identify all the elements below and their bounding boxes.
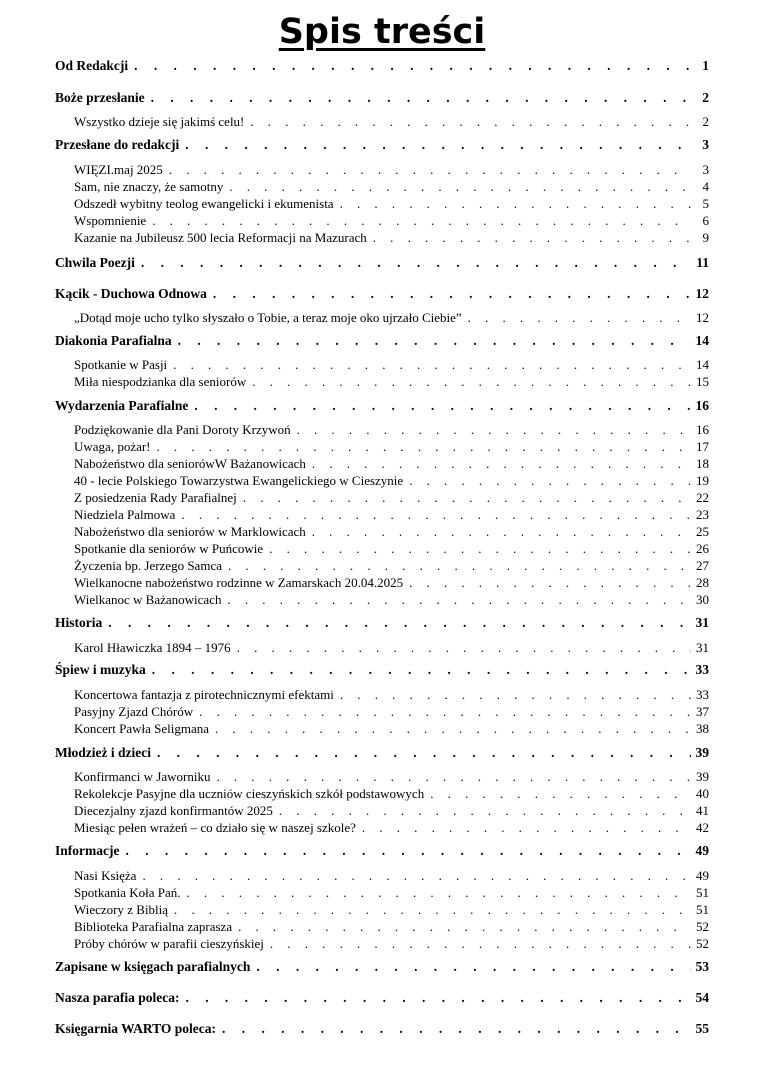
toc-entry-label: Wydarzenia Parafialne: [55, 398, 189, 413]
dot-leader: [216, 769, 691, 785]
toc-entry-label: Uwaga, pożar!: [74, 439, 151, 454]
dot-leader: [169, 162, 692, 178]
dot-leader: [213, 286, 691, 302]
dot-leader: [279, 803, 691, 819]
dot-leader: [157, 439, 691, 455]
toc-item-row[interactable]: [0, 310, 764, 328]
dot-leader: [237, 640, 691, 656]
toc-page-number: 19: [696, 473, 709, 488]
toc-entry-label: Informacje: [55, 843, 120, 858]
toc-item-row[interactable]: [0, 769, 764, 787]
dot-leader: [187, 885, 691, 901]
toc-entry-label: Miesiąc pełen wrażeń – co działo się w naszej szkole?: [74, 820, 356, 835]
toc-page-number: 52: [696, 936, 709, 951]
toc-entry-label: Diecezjalny zjazd konfirmantów 2025: [74, 803, 273, 818]
toc-entry-label: Spotkanie dla seniorów w Puńcowie: [74, 541, 264, 556]
dot-leader: [468, 310, 691, 326]
toc-page-number: 2: [702, 90, 709, 105]
toc-item-row[interactable]: [0, 179, 764, 197]
toc-page-number: 22: [696, 490, 709, 505]
toc-item-row[interactable]: [0, 490, 764, 508]
toc-entry-label: Od Redakcji: [55, 58, 129, 73]
toc-page-number: 23: [696, 507, 709, 522]
toc-page-number: 53: [695, 959, 709, 974]
toc-section-row[interactable]: [0, 333, 764, 351]
toc-page-number: 31: [695, 615, 709, 630]
toc-page-number: 3: [702, 162, 709, 177]
toc-item-row[interactable]: [0, 456, 764, 474]
toc-entry-label: Wszystko dzieje się jakimś celu!: [74, 114, 245, 129]
toc-entry-label: Zapisane w księgach parafialnych: [55, 959, 251, 974]
toc-page-number: 14: [695, 333, 709, 348]
toc-item-row[interactable]: [0, 473, 764, 491]
dot-leader: [238, 919, 691, 935]
toc-item-row[interactable]: [0, 786, 764, 804]
dot-leader: [194, 398, 690, 414]
toc-entry-label: Spotkania Koła Pań.: [74, 885, 181, 900]
toc-page-number: 2: [702, 114, 709, 129]
toc-item-row[interactable]: [0, 162, 764, 180]
toc-page-number: 41: [696, 803, 709, 818]
toc-entry-label: Księgarnia WARTO poleca:: [55, 1021, 217, 1036]
toc-page-number: 51: [696, 902, 709, 917]
toc-entry-label: Próby chórów w parafii cieszyńskiej: [74, 936, 264, 951]
toc-item-row[interactable]: [0, 936, 764, 954]
dot-leader: [243, 490, 691, 506]
dot-leader: [373, 230, 692, 246]
toc-page-number: 39: [695, 745, 709, 760]
dot-leader: [174, 902, 691, 918]
toc-entry-label: Wielkanocne nabożeństwo rodzinne w Zamarskach 20.04.2025: [74, 575, 404, 590]
dot-leader: [152, 662, 691, 678]
dot-leader: [270, 936, 691, 952]
toc-entry-label: Nasza parafia poleca:: [55, 990, 180, 1005]
toc-entry-label: Chwila Poezji: [55, 255, 135, 270]
toc-item-row[interactable]: [0, 721, 764, 739]
toc-entry-label: Kazanie na Jubileusz 500 lecia Reformacji na Mazurach: [74, 230, 367, 245]
toc-section-row[interactable]: [0, 959, 764, 977]
toc-entry-label: Przesłane do redakcji: [55, 137, 180, 152]
dot-leader: [409, 473, 691, 489]
toc-page-number: 28: [696, 575, 709, 590]
dot-leader: [151, 90, 692, 106]
toc-item-row[interactable]: [0, 507, 764, 525]
dot-leader: [340, 196, 692, 212]
toc-entry-label: Śpiew i muzyka: [55, 662, 146, 677]
toc-entry-label: Wielkanoc w Bażanowicach: [74, 592, 222, 607]
toc-entry-label: Młodzież i dzieci: [55, 745, 151, 760]
toc-entry-label: Koncertowa fantazja z pirotechnicznymi efektami: [74, 687, 334, 702]
toc-page-number: 9: [702, 230, 709, 245]
toc-item-row[interactable]: [0, 114, 764, 132]
toc-entry-label: Miła niespodzianka dla seniorów: [74, 374, 247, 389]
toc-entry-label: Historia: [55, 615, 103, 630]
dot-leader: [134, 58, 692, 74]
toc-entry-label: Karol Hławiczka 1894 – 1976: [74, 640, 231, 655]
toc-page-number: 33: [696, 687, 709, 702]
toc-page-number: 37: [696, 704, 709, 719]
toc-item-row[interactable]: [0, 919, 764, 937]
toc-entry-label: Podziękowanie dla Pani Doroty Krzywoń: [74, 422, 291, 437]
toc-item-row[interactable]: [0, 687, 764, 705]
toc-page-number: 49: [695, 843, 709, 858]
dot-leader: [181, 507, 691, 523]
toc-section-row[interactable]: [0, 745, 764, 763]
toc-entry-label: WIĘZI.maj 2025: [74, 162, 163, 177]
toc-section-row[interactable]: [0, 286, 764, 304]
toc-entry-label: Sam, nie znaczy, że samotny: [74, 179, 224, 194]
page-title: Spis treści: [278, 12, 486, 52]
toc-item-row[interactable]: [0, 868, 764, 886]
toc-entry-label: Kącik - Duchowa Odnowa: [55, 286, 207, 301]
toc-item-row[interactable]: [0, 357, 764, 375]
toc-page-number: 18: [696, 456, 709, 471]
dot-leader: [228, 558, 691, 574]
toc-page-number: 30: [696, 592, 709, 607]
toc-entry-label: Wspomnienie: [74, 213, 147, 228]
toc-item-row[interactable]: [0, 902, 764, 920]
dot-leader: [362, 820, 691, 836]
dot-leader: [222, 1021, 690, 1037]
toc-item-row[interactable]: [0, 213, 764, 231]
dot-leader: [152, 213, 692, 229]
toc-page-number: 15: [696, 374, 709, 389]
toc-page-number: 11: [696, 255, 709, 270]
dot-leader: [256, 959, 690, 975]
dot-leader: [178, 333, 691, 349]
toc-item-row[interactable]: [0, 558, 764, 576]
dot-leader: [157, 745, 691, 761]
toc-page-number: 6: [702, 213, 709, 228]
toc-page-number: 16: [695, 398, 709, 413]
toc-entry-label: Konfirmanci w Jaworniku: [74, 769, 211, 784]
dot-leader: [229, 179, 692, 195]
toc-item-row[interactable]: [0, 704, 764, 722]
dot-leader: [199, 704, 691, 720]
toc-item-row[interactable]: [0, 374, 764, 392]
toc-entry-label: Nabożeństwo dla seniorówW Bażanowicach: [74, 456, 306, 471]
toc-item-row[interactable]: [0, 820, 764, 838]
toc-page-number: 42: [696, 820, 709, 835]
toc-page-number: 16: [696, 422, 709, 437]
toc-section-row[interactable]: [0, 615, 764, 633]
toc-entry-label: Biblioteka Parafialna zaprasza: [74, 919, 233, 934]
dot-leader: [312, 524, 691, 540]
toc-entry-label: Odszedł wybitny teolog ewangelicki i ekumenista: [74, 196, 334, 211]
dot-leader: [250, 114, 692, 130]
toc-item-row[interactable]: [0, 541, 764, 559]
toc-page-number: 26: [696, 541, 709, 556]
toc-section-row[interactable]: [0, 90, 764, 108]
toc-item-row[interactable]: [0, 524, 764, 542]
toc-entry-label: Niedziela Palmowa: [74, 507, 176, 522]
toc-page-number: 5: [702, 196, 709, 211]
toc-page-number: 4: [702, 179, 709, 194]
toc-entry-label: Nabożeństwo dla seniorów w Marklowicach: [74, 524, 306, 539]
dot-leader: [312, 456, 691, 472]
toc-page-number: 55: [695, 1021, 709, 1036]
toc-entry-label: Spotkanie w Pasji: [74, 357, 168, 372]
toc-item-row[interactable]: [0, 439, 764, 457]
toc-item-row[interactable]: [0, 196, 764, 214]
toc-page-number: 49: [696, 868, 709, 883]
toc-item-row[interactable]: [0, 422, 764, 440]
toc-entry-label: „Dotąd moje ucho tylko słyszało o Tobie, a teraz moje oko ujrzało Ciebie”: [74, 310, 462, 325]
dot-leader: [108, 615, 690, 631]
toc-section-row[interactable]: [0, 843, 764, 861]
toc-entry-label: Koncert Pawła Seligmana: [74, 721, 210, 736]
toc-page-number: 38: [696, 721, 709, 736]
toc-page-number: 39: [696, 769, 709, 784]
toc-entry-label: Wieczory z Biblią: [74, 902, 169, 917]
toc-item-row[interactable]: [0, 885, 764, 903]
toc-entry-label: Nasi Księża: [74, 868, 137, 883]
toc-section-row[interactable]: [0, 990, 764, 1008]
toc-page-number: 3: [702, 137, 709, 152]
toc-section-row[interactable]: [0, 137, 764, 155]
toc-entry-label: Z posiedzenia Rady Parafialnej: [74, 490, 237, 505]
dot-leader: [125, 843, 690, 859]
toc-page-number: 1: [702, 58, 709, 73]
toc-page-number: 12: [696, 310, 709, 325]
toc-page-number: 33: [695, 662, 709, 677]
toc-section-row[interactable]: [0, 1021, 764, 1039]
toc-page-number: 27: [696, 558, 709, 573]
dot-leader: [185, 137, 692, 153]
toc-page-number: 40: [696, 786, 709, 801]
dot-leader: [269, 541, 691, 557]
toc-entry-label: Boże przesłanie: [55, 90, 145, 105]
toc-entry-label: 40 - lecie Polskiego Towarzystwa Ewangelickiego w Cieszynie: [74, 473, 404, 488]
toc-page-number: 54: [695, 990, 709, 1005]
toc-item-row[interactable]: [0, 592, 764, 610]
dot-leader: [430, 786, 691, 802]
dot-leader: [297, 422, 691, 438]
dot-leader: [227, 592, 691, 608]
dot-leader: [142, 868, 691, 884]
dot-leader: [340, 687, 691, 703]
toc-item-row[interactable]: [0, 575, 764, 593]
toc-page-number: 52: [696, 919, 709, 934]
toc-section-row[interactable]: [0, 662, 764, 680]
dot-leader: [185, 990, 690, 1006]
toc-entry-label: Życzenia bp. Jerzego Samca: [74, 558, 222, 573]
toc-section-row[interactable]: [0, 58, 764, 76]
dot-leader: [173, 357, 691, 373]
toc-section-row[interactable]: [0, 255, 764, 273]
toc-section-row[interactable]: [0, 398, 764, 416]
toc-page-number: 17: [696, 439, 709, 454]
toc-entry-label: Diakonia Parafialna: [55, 333, 172, 348]
toc-page-number: 12: [695, 286, 709, 301]
toc-item-row[interactable]: [0, 640, 764, 658]
toc-page-number: 14: [696, 357, 709, 372]
dot-leader: [215, 721, 691, 737]
dot-leader: [141, 255, 691, 271]
toc-item-row[interactable]: [0, 803, 764, 821]
toc-page-number: 25: [696, 524, 709, 539]
toc-page-number: 31: [696, 640, 709, 655]
toc-item-row[interactable]: [0, 230, 764, 248]
dot-leader: [409, 575, 691, 591]
toc-page-number: 51: [696, 885, 709, 900]
toc-entry-label: Rekolekcje Pasyjne dla uczniów cieszyńskich szkół podstawowych: [74, 786, 425, 801]
dot-leader: [252, 374, 691, 390]
toc-entry-label: Pasyjny Zjazd Chórów: [74, 704, 194, 719]
